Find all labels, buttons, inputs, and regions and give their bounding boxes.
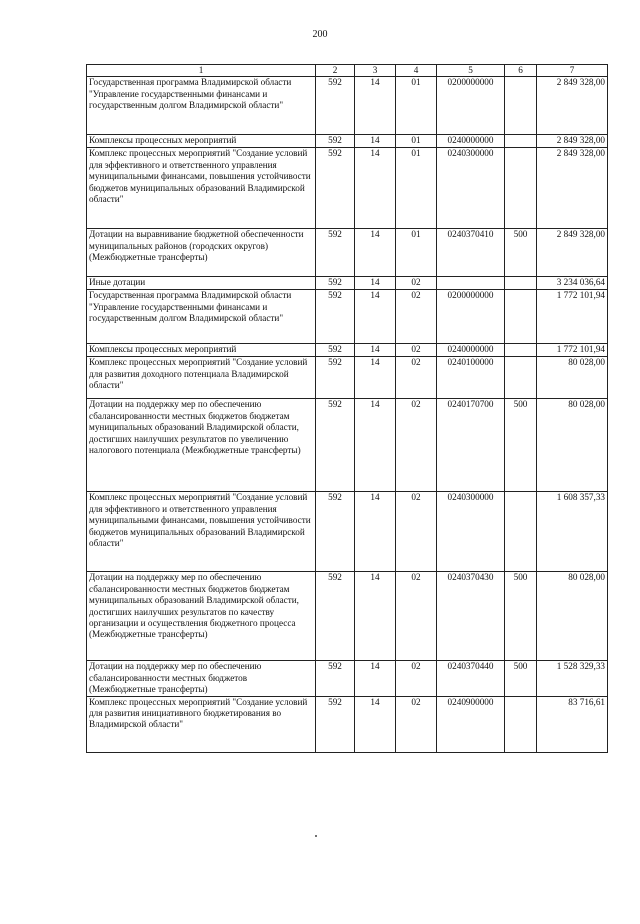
table-row	[87, 290, 608, 344]
col-6-value	[505, 135, 537, 148]
col-4-value: 01	[396, 135, 437, 148]
table-row	[87, 357, 608, 399]
col-5-value: 0240000000	[437, 135, 505, 148]
col-3-value: 14	[355, 277, 396, 290]
col-2-value: 592	[316, 696, 355, 752]
col-6-value: 500	[505, 399, 537, 492]
col-4-value: 02	[396, 696, 437, 752]
col-5-value: 0240370440	[437, 661, 505, 696]
col-4-value: 02	[396, 661, 437, 696]
col-6-value	[505, 77, 537, 135]
amount-value: 83 716,61	[537, 696, 608, 752]
table-row	[87, 77, 608, 135]
table-row	[87, 344, 608, 357]
col-3-value: 14	[355, 661, 396, 696]
table-row	[87, 277, 608, 290]
item-name: Дотации на поддержку мер по обеспечению сбалансированности местных бюджетов бюджетам муниципальных образований Владимирской области, достигших наилучших результатов по качеству организации и осуществления бюджетного процесса (Межбюджетные трансферты)	[87, 572, 316, 661]
column-header: 4	[396, 65, 437, 77]
col-6-value: 500	[505, 572, 537, 661]
col-4-value: 02	[396, 357, 437, 399]
amount-value: 3 234 036,64	[537, 277, 608, 290]
item-name: Государственная программа Владимирской области "Управление государственными финансами и государственным долгом Владимирской области"	[87, 77, 316, 135]
item-name: Комплекс процессных мероприятий "Создание условий для эффективного и ответственного управления муниципальными финансами, повышения устойчивости бюджетов муниципальных образований Владимирской области"	[87, 148, 316, 229]
budget-table	[86, 64, 608, 753]
col-3-value: 14	[355, 290, 396, 344]
col-6-value	[505, 357, 537, 399]
col-3-value: 14	[355, 148, 396, 229]
col-5-value: 0240900000	[437, 696, 505, 752]
table-row	[87, 661, 608, 696]
col-6-value	[505, 290, 537, 344]
col-2-value: 592	[316, 399, 355, 492]
column-header: 5	[437, 65, 505, 77]
table-row	[87, 229, 608, 277]
table-row	[87, 135, 608, 148]
col-2-value: 592	[316, 344, 355, 357]
col-6-value	[505, 696, 537, 752]
col-3-value: 14	[355, 344, 396, 357]
amount-value: 80 028,00	[537, 572, 608, 661]
col-3-value: 14	[355, 77, 396, 135]
amount-value: 1 528 329,33	[537, 661, 608, 696]
col-3-value: 14	[355, 135, 396, 148]
col-3-value: 14	[355, 357, 396, 399]
table-row	[87, 148, 608, 229]
col-2-value: 592	[316, 492, 355, 572]
table-row	[87, 572, 608, 661]
col-5-value: 0240100000	[437, 357, 505, 399]
amount-value: 1 608 357,33	[537, 492, 608, 572]
item-name: Дотации на поддержку мер по обеспечению сбалансированности местных бюджетов (Межбюджетные трансферты)	[87, 661, 316, 696]
item-name: Комплекс процессных мероприятий "Создание условий для развития инициативного бюджетирования во Владимирской области"	[87, 696, 316, 752]
item-name: Государственная программа Владимирской области "Управление государственными финансами и государственным долгом Владимирской области"	[87, 290, 316, 344]
column-header: 6	[505, 65, 537, 77]
col-2-value: 592	[316, 229, 355, 277]
amount-value: 2 849 328,00	[537, 77, 608, 135]
amount-value: 80 028,00	[537, 399, 608, 492]
col-5-value: 0200000000	[437, 77, 505, 135]
col-6-value	[505, 148, 537, 229]
amount-value: 1 772 101,94	[537, 290, 608, 344]
col-4-value: 01	[396, 77, 437, 135]
col-5-value: 0240370410	[437, 229, 505, 277]
item-name: Комплекс процессных мероприятий "Создание условий для эффективного и ответственного управления муниципальными финансами, повышения устойчивости бюджетов муниципальных образований Владимирской области"	[87, 492, 316, 572]
scan-dot	[315, 835, 317, 837]
col-4-value: 02	[396, 277, 437, 290]
col-4-value: 01	[396, 229, 437, 277]
item-name: Комплексы процессных мероприятий	[87, 135, 316, 148]
col-3-value: 14	[355, 572, 396, 661]
amount-value: 1 772 101,94	[537, 344, 608, 357]
header-row	[87, 65, 608, 77]
column-header: 7	[537, 65, 608, 77]
column-header: 1	[87, 65, 316, 77]
col-2-value: 592	[316, 148, 355, 229]
col-5-value: 0240170700	[437, 399, 505, 492]
col-4-value: 02	[396, 399, 437, 492]
column-header: 3	[355, 65, 396, 77]
amount-value: 80 028,00	[537, 357, 608, 399]
col-5-value: 0240300000	[437, 148, 505, 229]
col-5-value: 0240300000	[437, 492, 505, 572]
col-6-value: 500	[505, 229, 537, 277]
amount-value: 2 849 328,00	[537, 135, 608, 148]
item-name: Комплекс процессных мероприятий "Создание условий для развития доходного потенциала Владимирской области"	[87, 357, 316, 399]
col-2-value: 592	[316, 135, 355, 148]
amount-value: 2 849 328,00	[537, 229, 608, 277]
col-6-value: 500	[505, 661, 537, 696]
table-row	[87, 399, 608, 492]
col-4-value: 01	[396, 148, 437, 229]
col-3-value: 14	[355, 229, 396, 277]
col-2-value: 592	[316, 277, 355, 290]
col-6-value	[505, 277, 537, 290]
column-header: 2	[316, 65, 355, 77]
col-6-value	[505, 344, 537, 357]
amount-value: 2 849 328,00	[537, 148, 608, 229]
col-6-value	[505, 492, 537, 572]
col-2-value: 592	[316, 77, 355, 135]
table-row	[87, 492, 608, 572]
col-3-value: 14	[355, 399, 396, 492]
col-4-value: 02	[396, 344, 437, 357]
col-2-value: 592	[316, 572, 355, 661]
col-3-value: 14	[355, 492, 396, 572]
col-2-value: 592	[316, 661, 355, 696]
item-name: Комплексы процессных мероприятий	[87, 344, 316, 357]
col-4-value: 02	[396, 572, 437, 661]
col-4-value: 02	[396, 290, 437, 344]
col-5-value	[437, 277, 505, 290]
col-2-value: 592	[316, 357, 355, 399]
item-name: Иные дотации	[87, 277, 316, 290]
item-name: Дотации на поддержку мер по обеспечению сбалансированности местных бюджетов бюджетам муниципальных образований Владимирской области, достигших наилучших результатов по увеличению налогового потенциала (Межбюджетные трансферты)	[87, 399, 316, 492]
item-name: Дотации на выравнивание бюджетной обеспеченности муниципальных районов (городских округов) (Межбюджетные трансферты)	[87, 229, 316, 277]
col-5-value: 0240370430	[437, 572, 505, 661]
col-2-value: 592	[316, 290, 355, 344]
col-4-value: 02	[396, 492, 437, 572]
table-row	[87, 696, 608, 752]
col-5-value: 0200000000	[437, 290, 505, 344]
col-3-value: 14	[355, 696, 396, 752]
page-number: 200	[312, 29, 328, 40]
col-5-value: 0240000000	[437, 344, 505, 357]
